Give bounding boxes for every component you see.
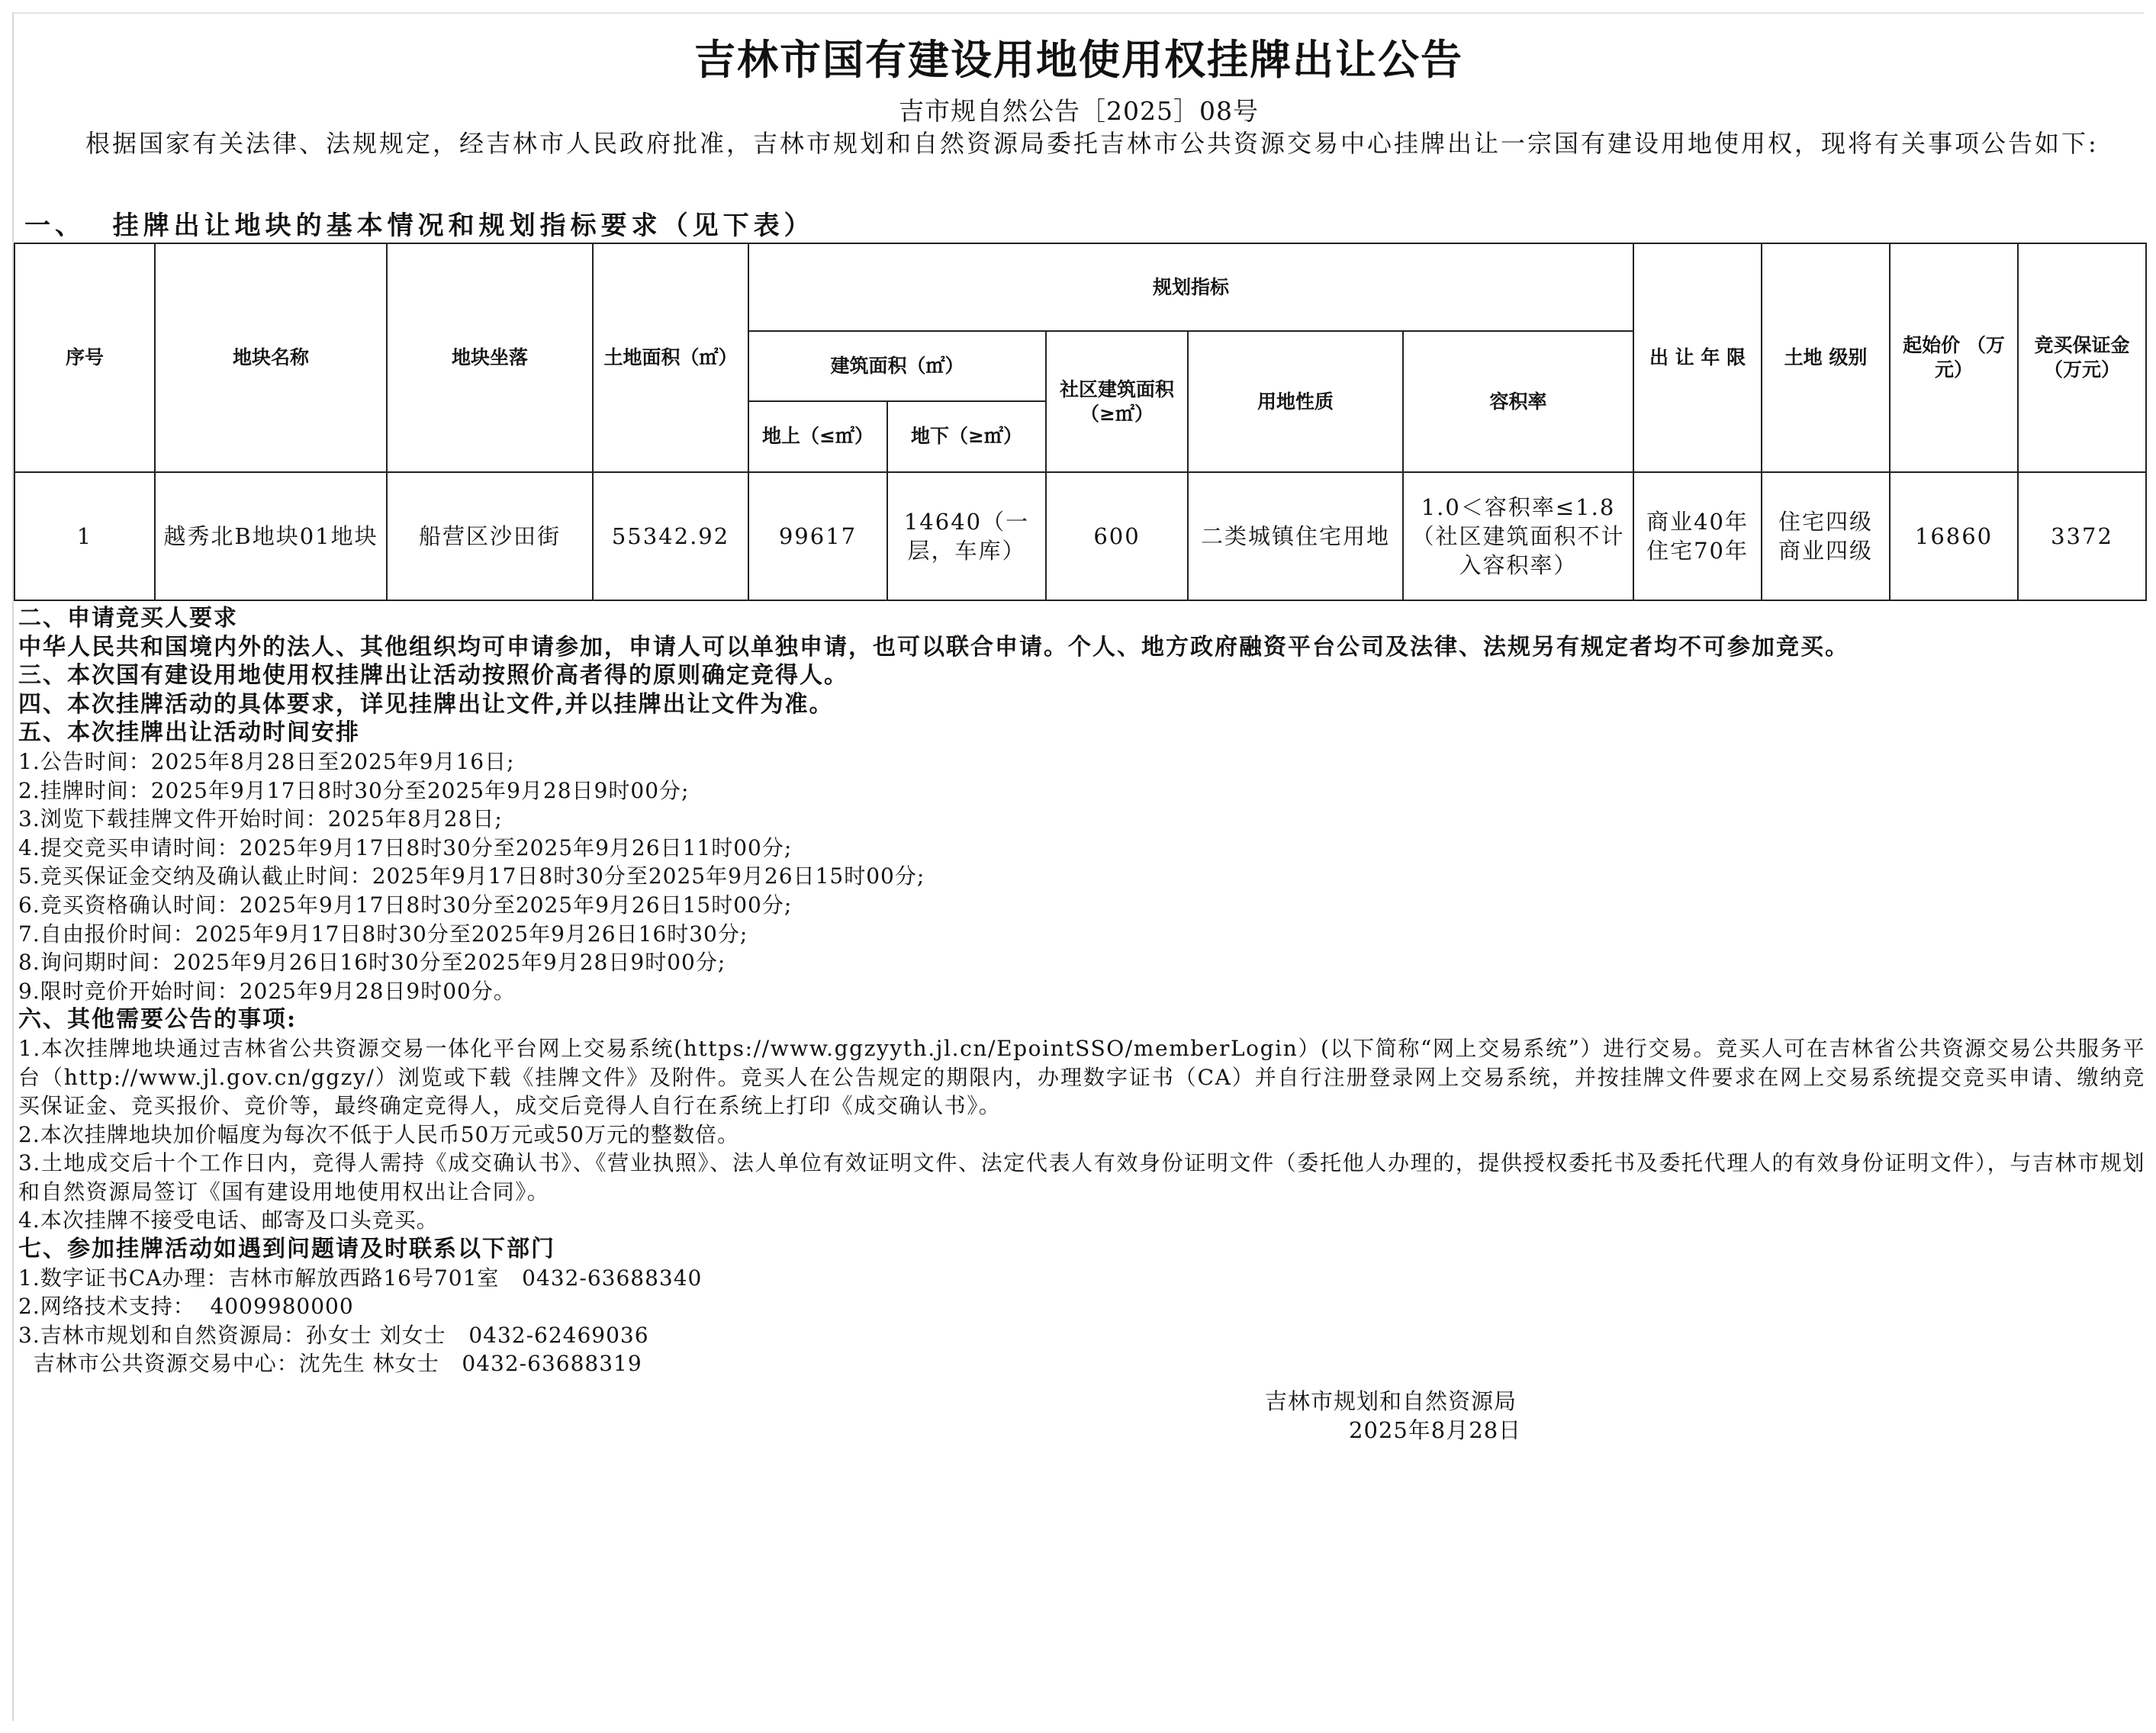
header-community-area: 社区建筑面积（≥㎡）: [1046, 331, 1188, 471]
notice-item: 1.本次挂牌地块通过吉林省公共资源交易一体化平台网上交易系统(https://www.ggzyyth.jl.cn/EpointSSO/memberLogin）(以下简称“网上交易系统”）进行交易。竞买人可在吉林省公共资源交易公共服务平台（http://www.jl.gov.cn/ggzy/）浏览或下载《挂牌文件》及附件。竞买人在公告规定的期限内，办理数字证书（CA）并自行注册登录网上交易系统，并按挂牌文件要求在网上交易系统提交竞买申请、缴纳竞买保证金、竞买报价、竞价等，最终确定竞得人，成交后竞得人自行在系统上打印《成交确认书》。: [18, 1035, 2145, 1119]
schedule-item: 1.公告时间：2025年8月28日至2025年9月16日;: [18, 748, 515, 774]
schedule-item: 7.自由报价时间：2025年9月17日8时30分至2025年9月26日16时30分;: [18, 921, 748, 947]
contact-item: 吉林市公共资源交易中心：沈先生 林女士 0432-63688319: [18, 1351, 642, 1377]
contact-item: 1.数字证书CA办理：吉林市解放西路16号701室 0432-63688340: [18, 1265, 703, 1291]
schedule-item: 8.询问期时间：2025年9月26日16时30分至2025年9月28日9时00分;: [18, 950, 726, 976]
header-location: 地块坐落: [387, 243, 593, 472]
table-row: [14, 472, 2146, 600]
schedule-item: 5.竞买保证金交纳及确认截止时间：2025年9月17日8时30分至2025年9月26日15时00分;: [18, 863, 925, 889]
cell-community-area: 600: [1046, 472, 1188, 600]
header-deposit: 竞买保证金 （万元）: [2018, 243, 2146, 472]
announcement-page: [12, 12, 2144, 1721]
section-3: 三、本次国有建设用地使用权挂牌出让活动按照价高者得的原则确定竞得人。: [18, 662, 848, 690]
section-5-heading: 五、本次挂牌出让活动时间安排: [18, 719, 360, 747]
notice-item: 2.本次挂牌地块加价幅度为每次不低于人民币50万元或50万元的整数倍。: [18, 1121, 739, 1147]
contact-item: 3.吉林市规划和自然资源局：孙女士 刘女士 0432-62469036: [18, 1322, 649, 1348]
schedule-item: 2.挂牌时间：2025年9月17日8时30分至2025年9月28日9时00分;: [18, 777, 690, 803]
header-far: 容积率: [1403, 331, 1633, 471]
cell-land-use: 二类城镇住宅用地: [1188, 472, 1403, 600]
cell-land-area: 55342.92: [593, 472, 748, 600]
header-planning: 规划指标: [748, 243, 1633, 331]
cell-term-line2: 住宅70年: [1646, 537, 1749, 564]
cell-term-line1: 商业40年: [1646, 508, 1749, 535]
signature-org: 吉林市规划和自然资源局: [1265, 1388, 1517, 1414]
contact-item: 2.网络技术支持： 4009980000: [18, 1294, 354, 1320]
page-title: 吉林市国有建设用地使用权挂牌出让公告: [694, 35, 1463, 84]
header-above-ground: 地上（≤㎡）: [748, 401, 887, 472]
section-2-heading: 二、申请竞买人要求: [18, 605, 238, 632]
notice-item: 3.土地成交后十个工作日内，竞得人需持《成交确认书》、《营业执照》、法人单位有效证明文件、法定代表人有效身份证明文件（委托他人办理的，提供授权委托书及委托代理人的有效身份证明文件），与吉林市规划和自然资源局签订《国有建设用地使用权出让合同》。: [18, 1150, 2145, 1204]
section-6-heading: 六、其他需要公告的事项:: [18, 1006, 298, 1034]
header-start-price: 起始价 （万元）: [1890, 243, 2018, 472]
header-land-use: 用地性质: [1188, 331, 1403, 471]
section-1-heading: 一、 挂牌出让地块的基本情况和规划指标要求（见下表）: [24, 211, 815, 241]
header-build-area: 建筑面积（㎡）: [748, 331, 1046, 400]
cell-name: 越秀北B地块01地块: [155, 472, 387, 600]
section-7-heading: 七、参加挂牌活动如遇到问题请及时联系以下部门: [18, 1236, 555, 1263]
notice-item: 4.本次挂牌不接受电话、邮寄及口头竞买。: [18, 1207, 439, 1233]
cell-below-ground: 14640（一层，车库）: [887, 472, 1046, 600]
document-number: 吉市规自然公告［2025］08号: [899, 96, 1259, 126]
intro-paragraph: 根据国家有关法律、法规规定，经吉林市人民政府批准，吉林市规划和自然资源局委托吉林市公共资源交易中心挂牌出让一宗国有建设用地使用权，现将有关事项公告如下:: [85, 129, 2099, 158]
cell-start-price: 16860: [1890, 472, 2018, 600]
cell-deposit: 3372: [2018, 472, 2146, 600]
cell-grade-line1: 住宅四级: [1778, 508, 1874, 535]
schedule-item: 4.提交竞买申请时间：2025年9月17日8时30分至2025年9月26日11时00分;: [18, 834, 793, 860]
schedule-item: 9.限时竞价开始时间：2025年9月28日9时00分。: [18, 978, 516, 1004]
schedule-item: 6.竞买资格确认时间：2025年9月17日8时30分至2025年9月26日15时00分;: [18, 892, 793, 918]
land-parcel-table: [14, 243, 2147, 601]
cell-grade-line2: 商业四级: [1778, 537, 1874, 564]
header-grade: 土地 级别: [1762, 243, 1890, 472]
section-2-text: 中华人民共和国境内外的法人、其他组织均可申请参加，申请人可以单独申请，也可以联合申请。个人、地方政府融资平台公司及法律、法规另有规定者均不可参加竞买。: [18, 633, 1849, 661]
header-name: 地块名称: [155, 243, 387, 472]
header-land-area: 土地面积（㎡）: [593, 243, 748, 472]
cell-far: 1.0＜容积率≤1.8（社区建筑面积不计入容积率）: [1403, 472, 1633, 600]
signature-date: 2025年8月28日: [1349, 1417, 1522, 1443]
announcement-body: [18, 604, 2145, 1378]
header-seq: 序号: [14, 243, 155, 472]
cell-grade: [1762, 472, 1890, 600]
header-below-ground: 地下（≥㎡）: [887, 401, 1046, 472]
schedule-item: 3.浏览下载挂牌文件开始时间：2025年8月28日;: [18, 806, 503, 832]
section-4: 四、本次挂牌活动的具体要求，详见挂牌出让文件,并以挂牌出让文件为准。: [18, 690, 834, 718]
header-term: 出 让 年 限: [1633, 243, 1762, 472]
cell-seq: 1: [14, 472, 155, 600]
cell-location: 船营区沙田街: [387, 472, 593, 600]
cell-term: [1633, 472, 1762, 600]
cell-above-ground: 99617: [748, 472, 887, 600]
signature-block: [1265, 1387, 1521, 1445]
